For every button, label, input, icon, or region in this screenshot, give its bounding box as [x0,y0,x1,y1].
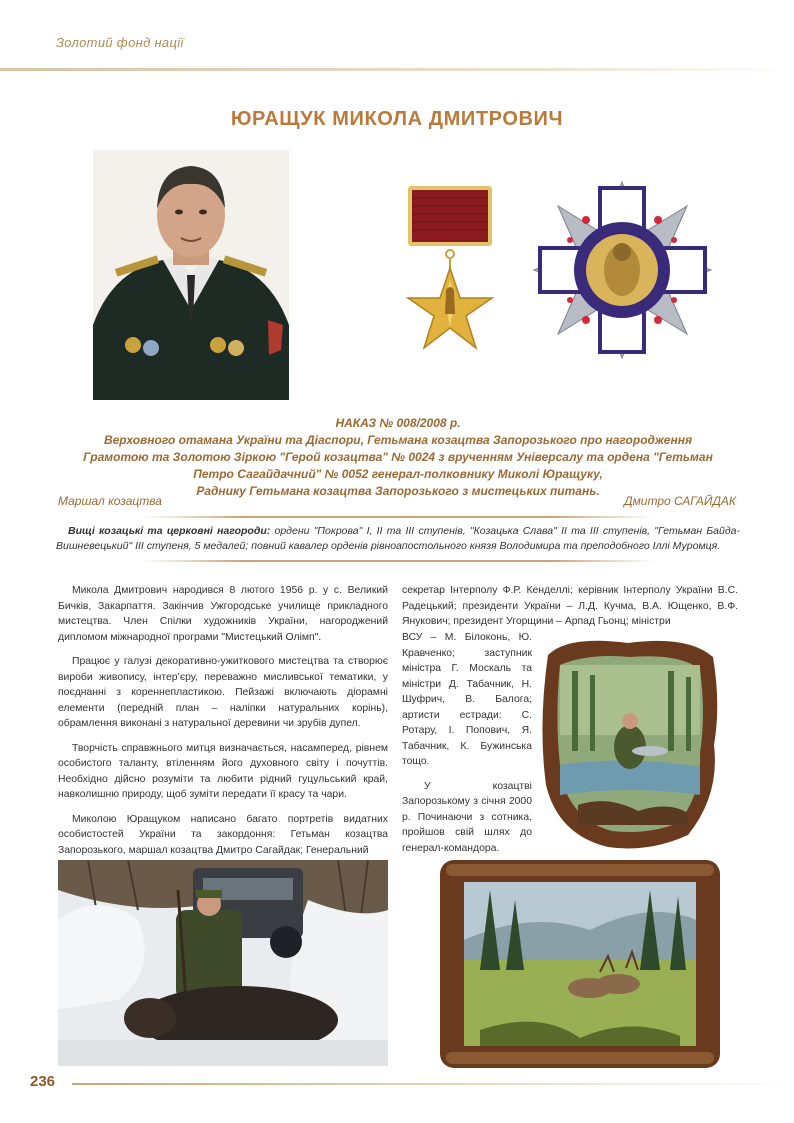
body-paragraph: секретар Інтерполу Ф.Р. Кенделлі; керівник Інтерполу України В.С. Радецький; президенти України – Л.Д. Кучма, В.А. Ющенко, В.Ф. Янукович; президент Угорщини – Арпад Гьонц; міністри [402,585,738,627]
hunting-photo-icon [58,860,388,1066]
header-rule [0,68,794,71]
body-column-right [402,630,532,865]
body-paragraph: Микола Дмитрович народився 8 лютого 1956 р. у с. Великий Бичків, Закарпаття. Закінчив Ужгородське училище прикладного мистецтва. Член Спілки художників України, нагороджений дипломом міжнародної програми "Мистецький Олімп". [58,585,388,643]
framed-painting-deer-icon [440,860,720,1068]
awards-text [56,524,740,554]
awards-label: Вищі козацькі та церковні нагороди: [68,525,271,537]
body-paragraph: ВСУ – М. Білоконь, Ю. Кравченко; заступник міністра Г. Москаль та міністри Д. Табачник, Н. Шуфрич, В. Балога; артисти естради: С. Ротару, І. Попович, Я. Табачник, К. Бужинська тощо. [402,632,532,767]
body-paragraph: Миколою Юращуком написано багато портретів видатних особистостей України та закордоння: Гетьман козацтва Запорозького, маршал козацтва Дмитро Сагайдак; Генеральний [58,813,388,856]
body-paragraph: Творчість справжнього митця визначається, насамперед, рівнем особистого таланту, втіленням його духовного світу і почуттів. Необхідно дійсно розуміти та любити рідний гуцульський край, навколишню природу, щоб зуміти передати її красу та чари. [58,742,388,800]
body-paragraph: У козацтві Запорозькому з січня 2000 р. Починаючи з сотника, пройшов свій шлях до генерал-командора. [402,780,532,854]
page-title: ЮРАЩУК МИКОЛА ДМИТРОВИЧ [230,108,564,130]
awards-block [56,516,740,562]
decree-block [60,415,736,500]
running-header: Золотий фонд нації [56,35,184,50]
awards-top-rule [141,516,655,518]
portrait-photo [93,150,289,400]
gold-star-medal-icon [400,180,500,360]
footer-rule [72,1083,794,1085]
awards-list: ордени "Покрова" І, ІІ та ІІІ ступенів, "Козацька Слава" ІІ та ІІІ ступенів, "Гетьман Байда-Вишневецький" ІІІ ступеня, 5 медалей; повний кавалер орденів рівноапостольного князя Володимира та преподобного Іллі Муромця. [56,525,740,552]
signature-name: Дмитро САГАЙДАК [624,494,736,508]
decree-line: Петро Сагайдачний" № 0052 генерал-полковнику Миколі Юращуку, [193,467,603,481]
decree-line: Грамотою та Золотою Зіркою "Герой козацтва" № 0024 з врученням Універсалу та ордена "Гетьман [83,450,713,464]
framed-painting-fisherman-icon [538,635,721,853]
body-paragraph: Працює у галузі декоративно-ужиткового мистецтва та створює вироби живопису, інтер’єру, переважно мисливської тематики, у поєднанні з кореннепластикою. Пейзажі включають діорамні елементи (передній план – наліпки натуральних корінь), обрамлення виконані з натуральної деревини чи зрубів дупел. [58,656,388,729]
body-column-left [58,583,388,867]
decree-line: НАКАЗ № 008/2008 р. [335,416,461,430]
awards-bottom-rule [141,560,655,562]
decree-line: Верховного отамана України та Діаспори, Гетьмана козацтва Запорозького про нагородження [103,433,693,447]
decree-line: Раднику Гетьмана козацтва Запорозького з мистецьких питань. [196,484,600,498]
page-number: 236 [30,1073,56,1090]
signature-title: Маршал козацтва [58,494,162,508]
order-cross-icon [530,180,715,360]
